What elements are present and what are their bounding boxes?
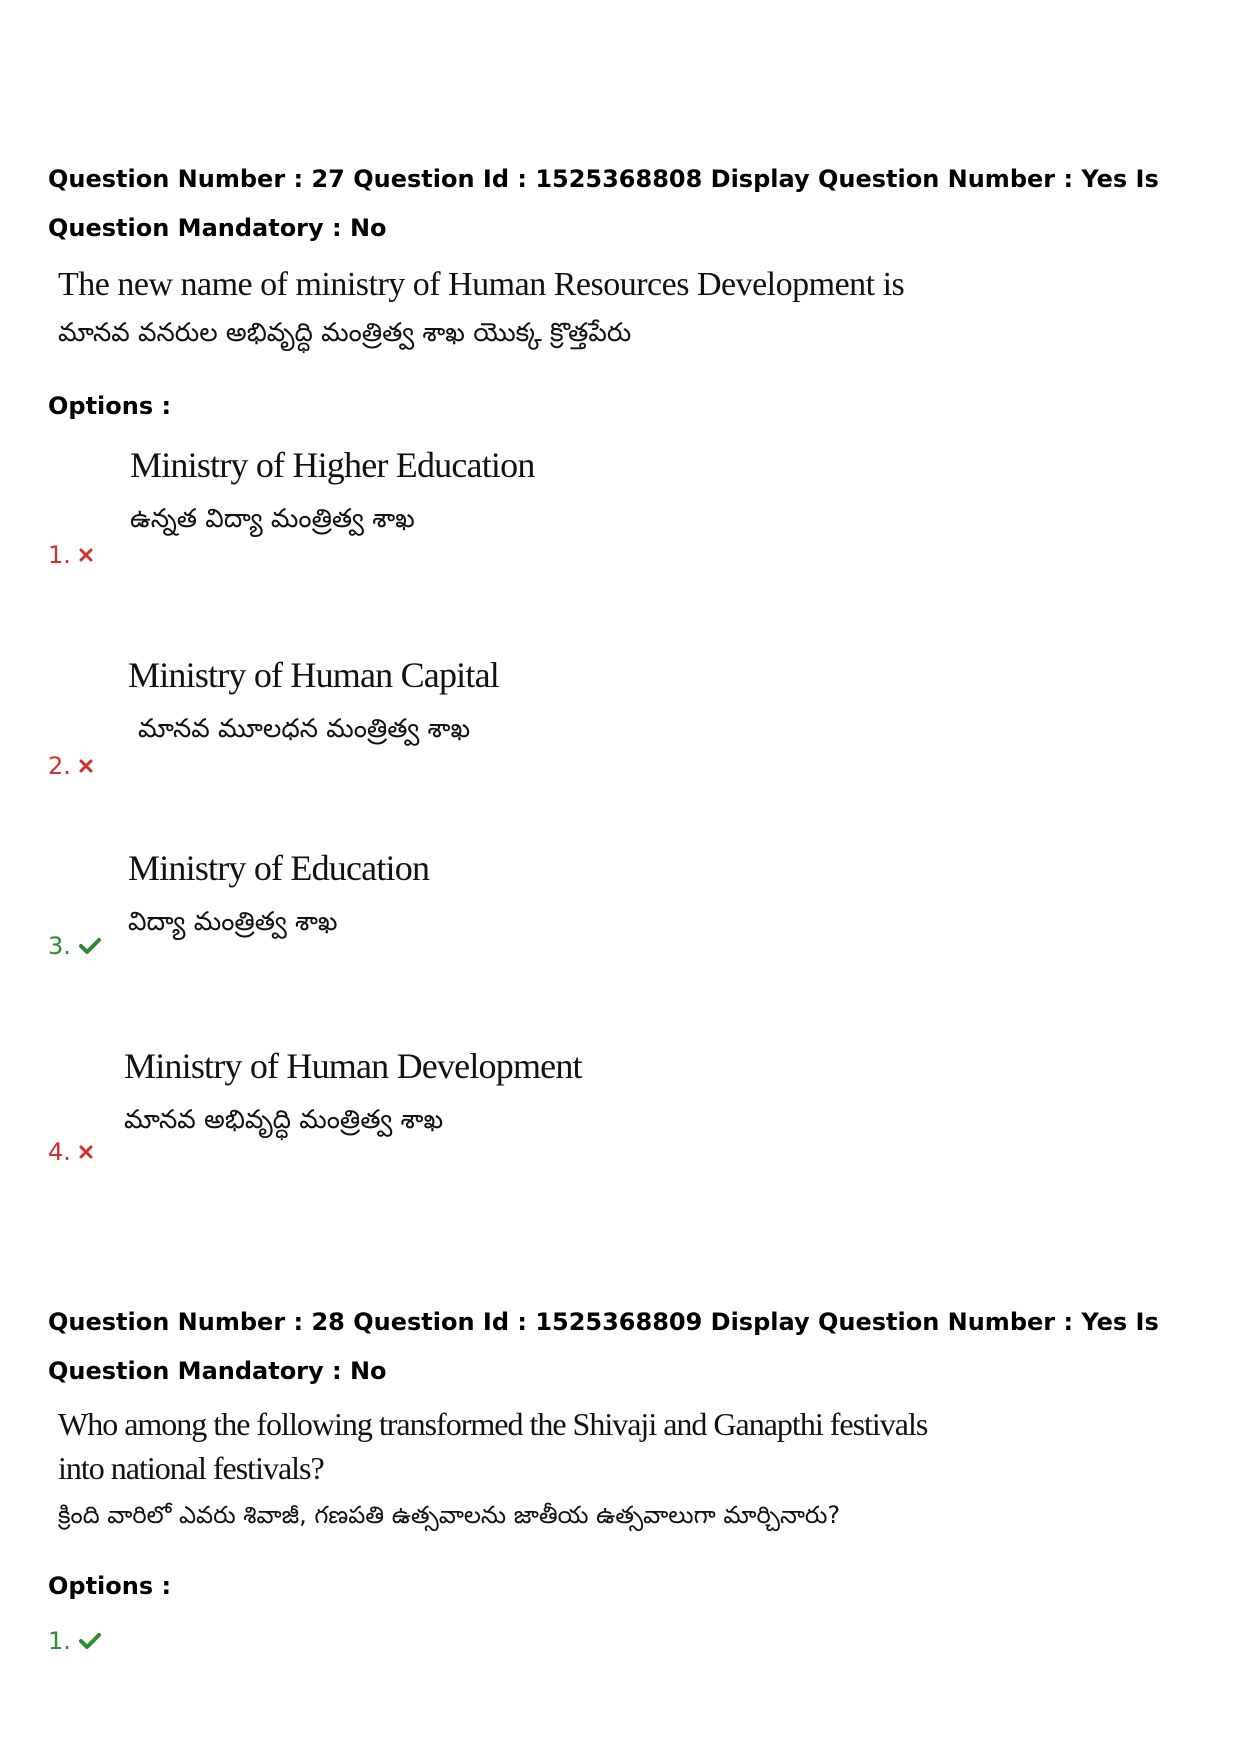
option-number bbox=[48, 752, 93, 780]
check-icon bbox=[79, 1633, 101, 1649]
question-text bbox=[58, 262, 1058, 358]
question-text-english: Who among the following transformed the Shivaji and Ganapthi festivals into national festivals? bbox=[58, 1406, 928, 1486]
option-number-label: 3. bbox=[48, 932, 71, 960]
option-text[interactable] bbox=[130, 440, 535, 548]
option-text-telugu: మానవ అభివృద్ధి మంత్రిత్వ శాఖ bbox=[124, 1105, 444, 1135]
option-number bbox=[48, 1138, 93, 1166]
question-text-telugu: క్రింది వారిలో ఎవరు శివాజీ, గణపతి ఉత్సవాలను జాతీయ ఉత్సవాలుగా మార్చినారు? bbox=[58, 1501, 841, 1529]
question-header: Question Number : 27 Question Id : 1525368808 Display Question Number : Yes Is Question Mandatory : No bbox=[48, 165, 1159, 242]
option-number-label: 2. bbox=[48, 752, 71, 780]
cross-icon bbox=[79, 548, 93, 562]
option-text[interactable] bbox=[128, 843, 429, 951]
option-text-english: Ministry of Education bbox=[128, 848, 430, 888]
question-text bbox=[58, 1402, 938, 1540]
options-label: Options : bbox=[48, 392, 172, 420]
option-number bbox=[48, 932, 101, 960]
option-text-english: Ministry of Human Capital bbox=[128, 655, 499, 695]
question-text-telugu: మానవ వనరుల అభివృద్ధి మంత్రిత్వ శాఖ యొక్క క్రొత్తపేరు bbox=[58, 318, 632, 348]
option-number-label: 1. bbox=[48, 1627, 71, 1655]
option-text-telugu: ఉన్నత విద్యా మంత్రిత్వ శాఖ bbox=[130, 504, 415, 534]
option-text-english: Ministry of Higher Education bbox=[130, 445, 535, 485]
cross-icon bbox=[79, 759, 93, 773]
question-text-english: The new name of ministry of Human Resources Development is bbox=[58, 266, 905, 303]
options-label: Options : bbox=[48, 1572, 172, 1600]
option-number bbox=[48, 1627, 101, 1655]
cross-icon bbox=[79, 1145, 93, 1159]
check-icon bbox=[79, 938, 101, 954]
option-number bbox=[48, 541, 93, 569]
option-number-label: 1. bbox=[48, 541, 71, 569]
option-text[interactable] bbox=[128, 650, 499, 758]
option-text[interactable] bbox=[124, 1041, 582, 1149]
option-text-telugu: విద్యా మంత్రిత్వ శాఖ bbox=[128, 907, 338, 937]
option-text-telugu: మానవ మూలధన మంత్రిత్వ శాఖ bbox=[138, 714, 471, 744]
option-text-english: Ministry of Human Development bbox=[124, 1046, 582, 1086]
option-number-label: 4. bbox=[48, 1138, 71, 1166]
question-header: Question Number : 28 Question Id : 1525368809 Display Question Number : Yes Is Question Mandatory : No bbox=[48, 1308, 1159, 1385]
